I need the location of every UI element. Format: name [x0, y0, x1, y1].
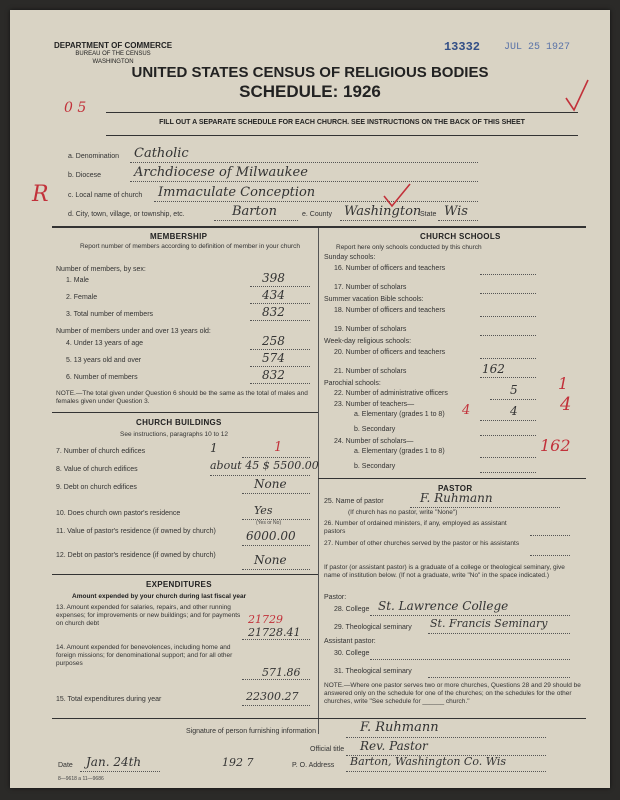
q3-value: 832 — [262, 305, 285, 319]
q12-label: 12. Debt on pastor's residence (if owned by church) — [56, 552, 216, 559]
denomination-value: Catholic — [134, 146, 189, 161]
by-sex-label: Number of members, by sex: — [56, 266, 146, 273]
q21-label: 21. Number of scholars — [334, 368, 407, 375]
schools-sub: Report here only schools conducted by this church — [336, 244, 482, 251]
church-name-value: Immaculate Conception — [158, 185, 316, 200]
q1-label: 1. Male — [66, 277, 89, 284]
buildings-title: CHURCH BUILDINGS — [136, 418, 222, 427]
bureau-label: BUREAU OF THE CENSUS — [75, 51, 151, 57]
q14-label: 14. Amount expended for benevolences, including home and foreign missions; for denominational support; and for all other purposes — [56, 644, 233, 667]
membership-title: MEMBERSHIP — [150, 232, 208, 241]
q8-label: 8. Value of church edifices — [56, 466, 138, 473]
q21-value: 162 — [482, 362, 505, 376]
q24a-label: a. Elementary (grades 1 to 8) — [354, 448, 445, 455]
dept-label: DEPARTMENT OF COMMERCE — [54, 41, 173, 50]
schedule-title: SCHEDULE: 1926 — [239, 82, 381, 101]
weekday-label: Week-day religious schools: — [324, 338, 412, 345]
q31-label: 31. Theological seminary — [334, 668, 412, 675]
age-intro-label: Number of members under and over 13 years old: — [56, 328, 211, 335]
county-value: Washington — [344, 204, 422, 219]
q11-value: 6000.00 — [246, 529, 296, 543]
census-schedule-form — [10, 10, 610, 788]
q22-red-value: 1 — [558, 374, 569, 393]
q23a-red-value: 4 — [462, 403, 471, 418]
q24-red-value: 162 — [540, 436, 571, 455]
q20-label: 20. Number of officers and teachers — [334, 349, 446, 356]
serial-stamp: 13332 — [443, 40, 480, 54]
city-value: Barton — [232, 204, 277, 219]
date-value: Jan. 24th — [86, 755, 142, 769]
q24-label: 24. Number of scholars— — [334, 438, 414, 445]
pastor-edu-label: Pastor: — [324, 594, 347, 601]
year-value: 192 7 — [222, 756, 254, 769]
q14-value: 571.86 — [262, 666, 301, 679]
q10-hint: (Yes or No) — [256, 520, 282, 526]
received-date-stamp: JUL 25 1927 — [503, 42, 570, 53]
q23a-value: 4 — [510, 404, 518, 418]
q23-red-total: 4 — [560, 394, 572, 415]
city-label: WASHINGTON — [92, 59, 134, 65]
city-label: d. City, town, village, or township, etc. — [68, 211, 185, 218]
po-address-value: Barton, Washington Co. Wis — [350, 755, 507, 768]
q6-label: 6. Number of members — [66, 374, 138, 381]
expenditures-title: EXPENDITURES — [146, 580, 212, 589]
signature-value: F. Ruhmann — [360, 720, 439, 735]
official-title-label: Official title — [310, 746, 345, 753]
church-name-label: c. Local name of church — [68, 192, 143, 199]
membership-note: NOTE.—The total given under Question 6 should be the same as the total of males and females given under Question 3. — [56, 390, 308, 405]
q4-value: 258 — [262, 334, 285, 348]
q28-label: 28. College — [334, 606, 370, 613]
buildings-sub: See instructions, paragraphs 10 to 12 — [120, 431, 229, 438]
q5-value: 574 — [262, 351, 285, 365]
q25-label: 25. Name of pastor — [324, 498, 384, 505]
q26-label: 26. Number of ordained ministers, if any, employed as assistant pastors — [324, 520, 507, 535]
q30-label: 30. College — [334, 650, 370, 657]
official-title-value: Rev. Pastor — [360, 739, 428, 753]
pastor-note: NOTE.—Where one pastor serves two or more churches, Questions 28 and 29 should be answered only on the schedule for one of the churches; on the schedules for the other churches, write "See schedule for ______ church." — [324, 682, 581, 705]
date-label: Date — [58, 762, 73, 769]
q17-label: 17. Number of scholars — [334, 284, 407, 291]
q13-label: 13. Amount expended for salaries, repairs, and other running expenses; for improvements or new buildings; and for payments on church debt — [56, 604, 241, 627]
form-number: 8—9618 a 11—9686 — [58, 776, 104, 782]
q13-red-value: 21729 — [248, 613, 283, 626]
county-label: e. County — [302, 211, 332, 218]
q8-value: about 45 $ 5500.00 — [210, 459, 319, 472]
q22-label: 22. Number of administrative officers — [334, 390, 448, 397]
graduate-note: If pastor (or assistant pastor) is a graduate of a college or theological seminary, give name of institution below. (If not a graduate, write "No" in the space indicated.) — [324, 564, 565, 579]
q25-hint: (If church has no pastor, write "None") — [348, 509, 458, 516]
q22-value: 5 — [510, 383, 518, 397]
sunday-label: Sunday schools: — [324, 254, 376, 261]
q23a-label: a. Elementary (grades 1 to 8) — [354, 411, 445, 418]
college-value: St. Lawrence College — [378, 599, 509, 613]
q7-value: 1 — [210, 441, 218, 455]
q12-value: None — [254, 553, 287, 567]
parochial-label: Parochial schools: — [324, 380, 381, 387]
q7-label: 7. Number of church edifices — [56, 448, 146, 455]
diocese-value: Archdiocese of Milwaukee — [134, 165, 308, 180]
q18-label: 18. Number of officers and teachers — [334, 307, 446, 314]
diocese-label: b. Diocese — [68, 172, 102, 179]
q10-label: 10. Does church own pastor's residence — [56, 510, 181, 517]
q15-label: 15. Total expenditures during year — [56, 696, 162, 703]
state-value: Wis — [444, 204, 468, 219]
q15-value: 22300.27 — [246, 690, 299, 703]
expenditures-sub: Amount expended by your church during last fiscal year — [72, 593, 247, 600]
q13-value: 21728.41 — [248, 626, 301, 639]
q19-label: 19. Number of scholars — [334, 326, 407, 333]
q6-value: 832 — [262, 368, 285, 382]
q11-label: 11. Value of pastor's residence (if owned by church) — [56, 528, 216, 535]
q1-value: 398 — [262, 271, 285, 285]
q2-label: 2. Female — [66, 294, 98, 301]
denomination-label: a. Denomination — [68, 153, 119, 160]
q9-label: 9. Debt on church edifices — [56, 484, 137, 491]
q9-value: None — [254, 477, 287, 491]
q2-value: 434 — [262, 288, 285, 302]
pastor-name-value: F. Ruhmann — [420, 491, 493, 505]
assistant-label: Assistant pastor: — [324, 638, 376, 645]
pastor-title: PASTOR — [438, 484, 473, 493]
q3-label: 3. Total number of members — [66, 311, 154, 318]
po-address-label: P. O. Address — [292, 762, 335, 769]
q23b-label: b. Secondary — [354, 426, 396, 433]
q16-label: 16. Number of officers and teachers — [334, 265, 446, 272]
summer-label: Summer vacation Bible schools: — [324, 296, 424, 303]
signature-label: Signature of person furnishing information — [186, 728, 316, 735]
q27-label: 27. Number of other churches served by the pastor or his assistants — [324, 540, 520, 547]
q7-red-value: 1 — [274, 440, 283, 455]
red-r-mark: R — [32, 182, 49, 207]
q4-label: 4. Under 13 years of age — [66, 340, 144, 347]
state-label: State — [420, 211, 437, 218]
instruction-banner: FILL OUT A SEPARATE SCHEDULE FOR EACH CHURCH. SEE INSTRUCTIONS ON THE BACK OF THIS SHEET — [106, 112, 578, 136]
seminary-value: St. Francis Seminary — [430, 617, 548, 630]
department-heading — [54, 42, 172, 66]
q10-value: Yes — [254, 504, 273, 517]
schools-title: CHURCH SCHOOLS — [420, 232, 501, 241]
q23-label: 23. Number of teachers— — [334, 401, 415, 408]
membership-intro: Report number of members according to definition of member in your church — [79, 243, 301, 250]
q5-label: 5. 13 years old and over — [66, 357, 142, 364]
q24b-label: b. Secondary — [354, 463, 396, 470]
q29-label: 29. Theological seminary — [334, 624, 412, 631]
red-annotation: 0 5 — [64, 100, 87, 116]
form-title: UNITED STATES CENSUS OF RELIGIOUS BODIES — [131, 64, 489, 81]
